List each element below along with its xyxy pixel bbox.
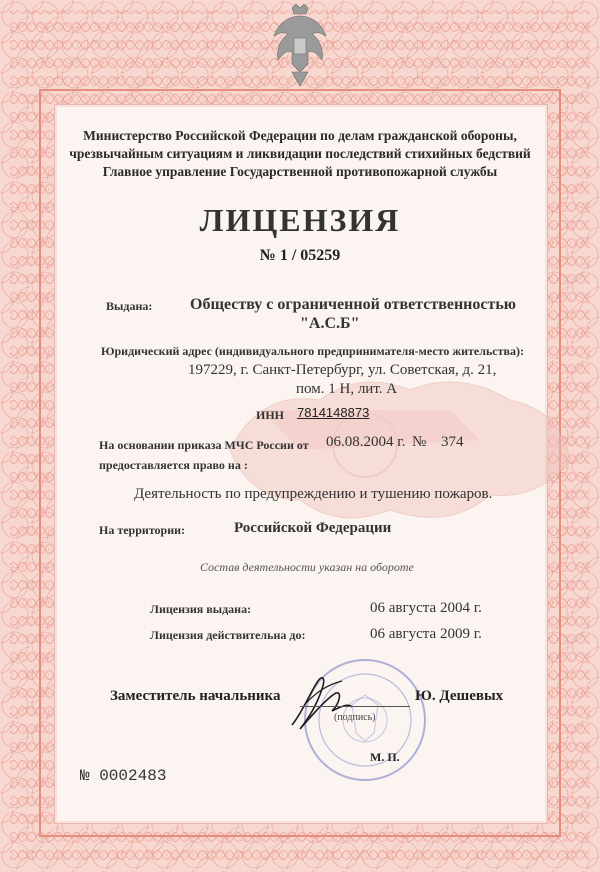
ministry-line-2: чрезвычайным ситуациям и ликвидации последствий стихийных бедствий: [69, 146, 531, 161]
activity-text: Деятельность по предупреждению и тушению пожаров.: [134, 486, 493, 502]
ministry-line-3: Главное управление Государственной противопожарной службы: [102, 164, 498, 179]
issued-to-label: Выдана:: [106, 299, 153, 313]
inn-label: ИНН: [256, 408, 285, 422]
address-line2: пом. 1 Н, лит. А: [296, 381, 398, 397]
address-label: Юридический адрес (индивидуального предпринимателя-место жительства):: [101, 344, 524, 358]
order-right-label: предоставляется право на :: [99, 458, 248, 472]
order-date: 06.08.2004 г.: [326, 434, 406, 450]
coat-of-arms-emblem: [270, 2, 330, 88]
order-label: На основании приказа МЧС России от: [99, 438, 309, 452]
issued-date-value: 06 августа 2004 г.: [370, 600, 482, 616]
handwritten-signature: [282, 663, 362, 743]
signatory-name: Ю. Дешевых: [415, 688, 504, 704]
territory-label: На территории:: [99, 523, 186, 537]
serial-number: № 0002483: [80, 767, 167, 785]
signature-line: [300, 706, 410, 707]
license-number: № 1 / 05259: [259, 247, 341, 264]
ministry-line-1: Министерство Российской Федерации по делам гражданской обороны,: [83, 128, 517, 143]
seal-place-label: М. П.: [370, 750, 400, 764]
issued-to-line2: "А.С.Б": [300, 315, 360, 332]
address-line1: 197229, г. Санкт-Петербург, ул. Советская, д. 21,: [188, 362, 497, 378]
inn-value: 7814148873: [297, 405, 370, 420]
issued-date-label: Лицензия выдана:: [150, 602, 252, 616]
valid-until-label: Лицензия действительна до:: [150, 628, 306, 642]
license-title: ЛИЦЕНЗИЯ: [199, 202, 401, 238]
issued-to-line1: Обществу с ограниченной ответственностью: [190, 296, 517, 313]
signatory-position: Заместитель начальника: [110, 688, 281, 704]
territory-value: Российской Федерации: [234, 520, 392, 536]
order-number-sign: №: [412, 434, 427, 450]
order-number: 374: [441, 434, 464, 450]
valid-until-value: 06 августа 2009 г.: [370, 626, 482, 642]
signature-caption: (подпись): [334, 712, 376, 723]
reverse-side-note: Состав деятельности указан на обороте: [200, 560, 414, 574]
